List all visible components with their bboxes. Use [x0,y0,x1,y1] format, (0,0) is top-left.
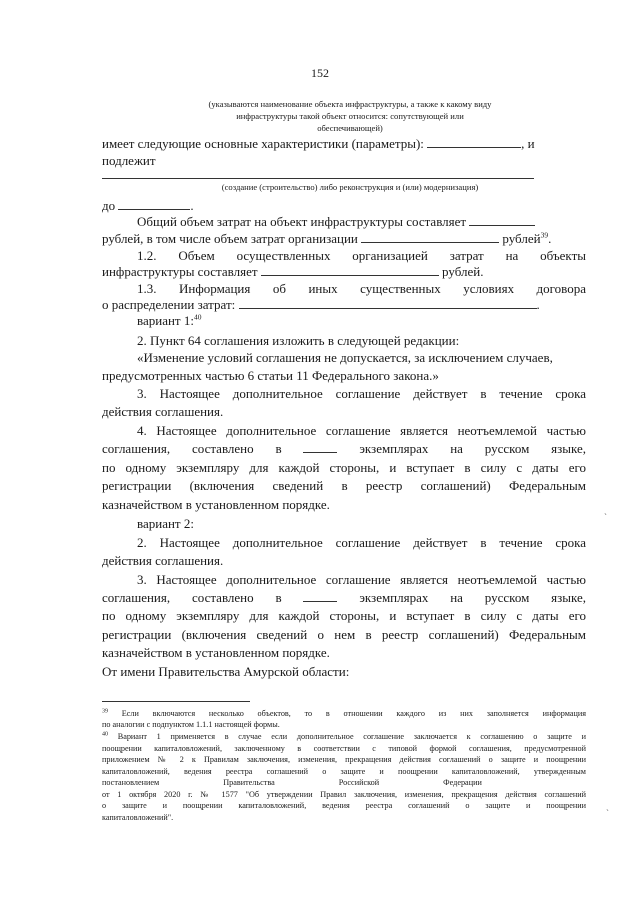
footnote-line: по аналогии с подпунктом 1.1.1 настоящей формы. [102,720,280,729]
text-line [102,297,586,313]
text-line: 4. Настоящее дополнительное соглашение является неотъемлемой частью [137,423,586,438]
line-text: . [190,198,194,213]
footnote-line: капиталовложений, ведения реестра соглашений о защите и поощрении капиталовложений, утвержденным [102,767,586,776]
text-line: От имени Правительства Амурской области: [102,664,350,679]
footnote-number: 40 [102,731,108,738]
text-line [102,441,586,457]
text-line: 3. Настоящее дополнительное соглашение действует в течение срока [137,386,586,401]
fill-blank [469,214,535,226]
line-text: инфраструктуры составляет [102,264,258,279]
fill-blank [361,231,499,243]
text-line: вариант 2: [137,516,194,531]
text-line [137,313,586,329]
text-line: по одному экземпляру для каждой стороны, и вступает в силу с даты его [102,460,586,475]
text-line: 1.3. Информация об иных существенных условиях договора [137,281,586,296]
fill-line [102,178,534,179]
header-note-line: обеспечивающей) [317,123,383,133]
fill-blank [118,198,190,210]
fill-blank [303,590,337,602]
text-line: действия соглашения. [102,553,224,568]
line-text: рублей [502,231,541,246]
footnote-line: о защите и поощрении капиталовложений, ведения реестра соглашений о защите и поощрении [102,801,586,810]
text-line [102,136,586,152]
fill-blank [303,441,337,453]
line-text: экземплярах на русском языке, [359,590,587,605]
footnote-ref: 40 [193,312,202,322]
note-line: (создание (строительство) либо реконструкция и (или) модернизация) [221,182,479,192]
text-line: рублей, в том числе объем затрат организации рублей$^{39}$. [102,230,552,246]
text-line: казначейством в установленном порядке. [102,497,330,512]
text-line: 1.2. Объем осуществленных организацией затрат на объекты [137,248,586,263]
text-line: 2. Настоящее дополнительное соглашение действует в течение срока [137,535,586,550]
line-text: до [102,198,116,213]
line-text: имеет следующие основные характеристики (параметры): [102,136,424,151]
footnote-line: поощрении капиталовложений, заключенному в соответствии с типовой формой соглашения, предусмотренной [102,744,586,753]
line-text: Если включаются несколько объектов, то в отношении каждого из них заполняется информация [121,709,586,718]
text-line: предусмотренных частью 6 статьи 11 Федерального закона.» [102,368,439,383]
text-line: действия соглашения. [102,404,224,419]
fill-blank [261,264,439,276]
header-note-line: инфраструктуры такой объект относится: сопутствующей или [236,111,464,121]
line-text: Вариант 1 применяется в случае если дополнительное соглашение заключается к соглашению о защите и [117,732,586,741]
text-line [102,590,586,606]
line-text: Общий объем затрат на объект инфраструктуры составляет [137,214,467,229]
text-line: 3. Настоящее дополнительное соглашение является неотъемлемой частью [137,572,586,587]
text-line: 2. Пункт 64 соглашения изложить в следующей редакции: [137,333,460,348]
footnote-line: капиталовложений". [102,813,174,822]
scan-mark: ˋ [606,808,609,818]
line-text: вариант 1: [137,313,194,328]
text-line: по одному экземпляру для каждой стороны, и вступает в силу с даты его [102,608,586,623]
scan-mark: ˋ [604,512,607,522]
text-line: регистрации (включения сведений в реестр соглашений) Федеральным [102,478,586,493]
footnote-line: от 1 октября 2020 г. № 1577 "Об утверждении Правил заключения, изменения, прекращения действия соглашений [102,790,586,799]
line-text: рублей, в том числе объем затрат организации [102,231,358,246]
fill-blank [239,297,537,309]
page-number: 152 [311,66,329,80]
footnote-line: приложением № 2 к Правилам заключения, изменения, прекращения действия соглашений о защите и поощрении [102,755,586,764]
line-text: соглашения, составлено в [102,441,282,456]
header-note-line: (указываются наименование объекта инфраструктуры, а также к какому виду [208,99,492,109]
footnote-number: 39 [102,708,108,715]
footnote-separator [102,701,250,702]
footnote-line [102,708,586,719]
footnote-ref: 39 [540,230,549,240]
text-line: «Изменение условий соглашения не допускается, за исключением случаев, [137,350,553,365]
fill-blank [427,136,521,148]
footnote-line: постановлением Правительства Российской Федерации [102,778,482,787]
line-text: рублей. [442,264,484,279]
text-line [137,214,586,230]
text-line: регистрации (включения сведений о нем в реестр соглашений) Федеральным [102,627,586,642]
footnote-line [102,731,586,742]
text-line [102,198,586,214]
line-text: соглашения, составлено в [102,590,282,605]
line-text: экземплярах на русском языке, [359,441,587,456]
line-text: . [536,297,540,312]
text-line [102,264,586,280]
text-line: подлежит [102,153,156,168]
line-text: о распределении затрат: [102,297,236,312]
line-text: , и [521,136,535,151]
text-line: казначейством в установленном порядке. [102,645,330,660]
